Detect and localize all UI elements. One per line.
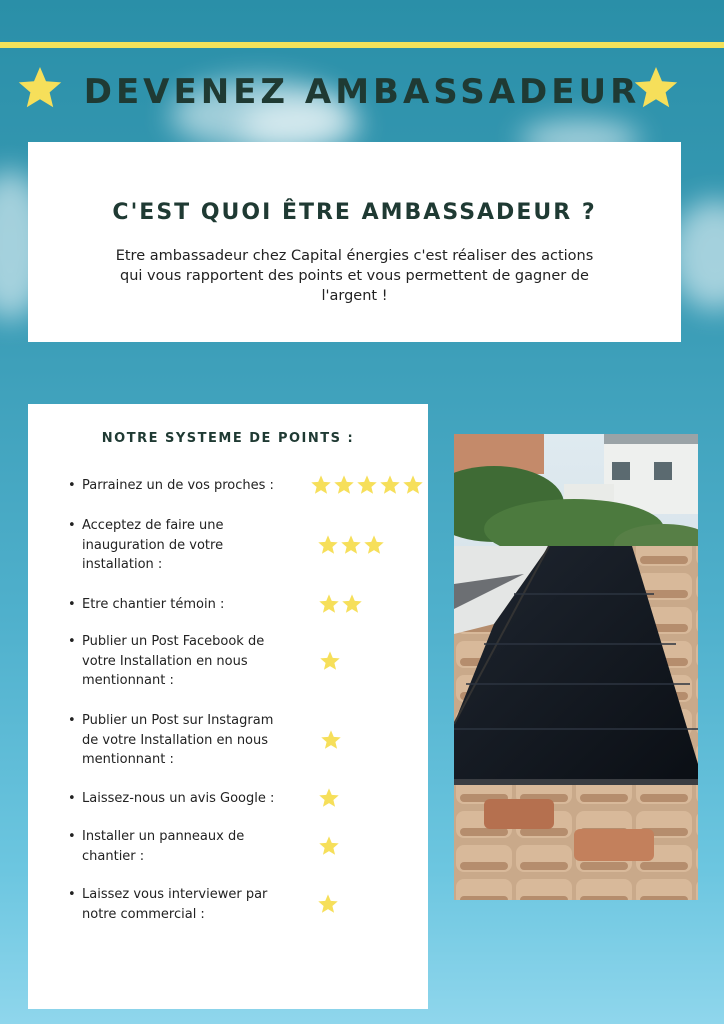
points-list-item <box>68 632 313 691</box>
bullet-icon: • <box>68 887 76 902</box>
points-item-line: Installer un panneaux de <box>82 829 245 844</box>
points-item-line: Parrainez un de vos proches : <box>82 478 274 493</box>
intro-card <box>28 142 681 342</box>
star-icon <box>317 534 339 556</box>
star-rating <box>318 787 340 809</box>
top-accent-line <box>0 42 724 48</box>
points-item-text <box>68 827 313 866</box>
points-list-item <box>68 595 313 615</box>
star-rating <box>318 593 363 615</box>
points-card <box>28 404 428 1009</box>
points-item-line: inauguration de votre <box>82 537 224 553</box>
points-item-text <box>68 476 313 496</box>
star-icon <box>356 474 378 496</box>
points-item-line: mentionnant : <box>82 752 174 767</box>
bullet-icon: • <box>68 597 76 612</box>
star-icon <box>16 64 64 112</box>
star-icon <box>402 474 424 496</box>
points-item-text <box>68 632 313 691</box>
points-item-text <box>68 516 313 575</box>
star-icon <box>632 64 680 112</box>
points-item-line: installation : <box>82 557 163 572</box>
points-list-item <box>68 789 313 809</box>
star-rating <box>318 835 340 857</box>
points-item-text <box>68 711 313 770</box>
points-item-line: Publier un Post sur Instagram <box>82 713 274 728</box>
star-icon <box>318 787 340 809</box>
points-list-item <box>68 827 313 866</box>
star-rating <box>319 650 341 672</box>
points-heading: NOTRE SYSTEME DE POINTS : <box>101 431 355 446</box>
intro-line: qui vous rapportent des points et vous permettent de gagner de <box>120 268 589 284</box>
star-icon <box>318 835 340 857</box>
bullet-icon: • <box>68 634 76 649</box>
page-title: DEVENEZ AMBASSADEUR <box>83 72 641 112</box>
points-list-item <box>68 711 313 770</box>
points-item-line: chantier : <box>82 848 145 864</box>
intro-line: Etre ambassadeur chez Capital énergies c'est réaliser des actions <box>115 248 594 264</box>
points-list-item <box>68 476 313 496</box>
points-item-line: mentionnant : <box>82 673 174 688</box>
star-icon <box>318 593 340 615</box>
bullet-icon: • <box>68 478 76 493</box>
bullet-icon: • <box>68 518 76 533</box>
star-rating <box>310 474 424 496</box>
intro-line: l'argent ! <box>321 288 388 304</box>
points-item-line: de votre Installation en nous <box>82 732 269 748</box>
star-rating <box>317 534 385 556</box>
intro-heading: C'EST QUOI ÊTRE AMBASSADEUR ? <box>112 200 597 225</box>
points-item-line: Laissez vous interviewer par <box>82 887 268 902</box>
star-icon <box>340 534 362 556</box>
solar-roof-photo <box>454 434 698 900</box>
star-icon <box>319 650 341 672</box>
star-icon <box>310 474 332 496</box>
star-icon <box>317 893 339 915</box>
star-icon <box>363 534 385 556</box>
star-rating <box>317 893 339 915</box>
intro-text <box>68 246 641 306</box>
points-item-text <box>68 595 313 615</box>
points-item-line: notre commercial : <box>82 906 205 922</box>
points-list-item <box>68 885 313 924</box>
star-icon <box>379 474 401 496</box>
points-item-text <box>68 789 313 809</box>
points-item-line: Etre chantier témoin : <box>82 597 225 612</box>
bullet-icon: • <box>68 791 76 806</box>
points-item-text <box>68 885 313 924</box>
bullet-icon: • <box>68 713 76 728</box>
points-item-line: Laissez-nous un avis Google : <box>82 791 275 806</box>
star-icon <box>333 474 355 496</box>
star-icon <box>320 729 342 751</box>
star-icon <box>341 593 363 615</box>
bullet-icon: • <box>68 829 76 844</box>
points-list-item <box>68 516 313 575</box>
points-item-line: votre Installation en nous <box>82 653 248 669</box>
points-item-line: Publier un Post Facebook de <box>82 634 265 649</box>
points-item-line: Acceptez de faire une <box>82 518 224 533</box>
star-rating <box>320 729 342 751</box>
